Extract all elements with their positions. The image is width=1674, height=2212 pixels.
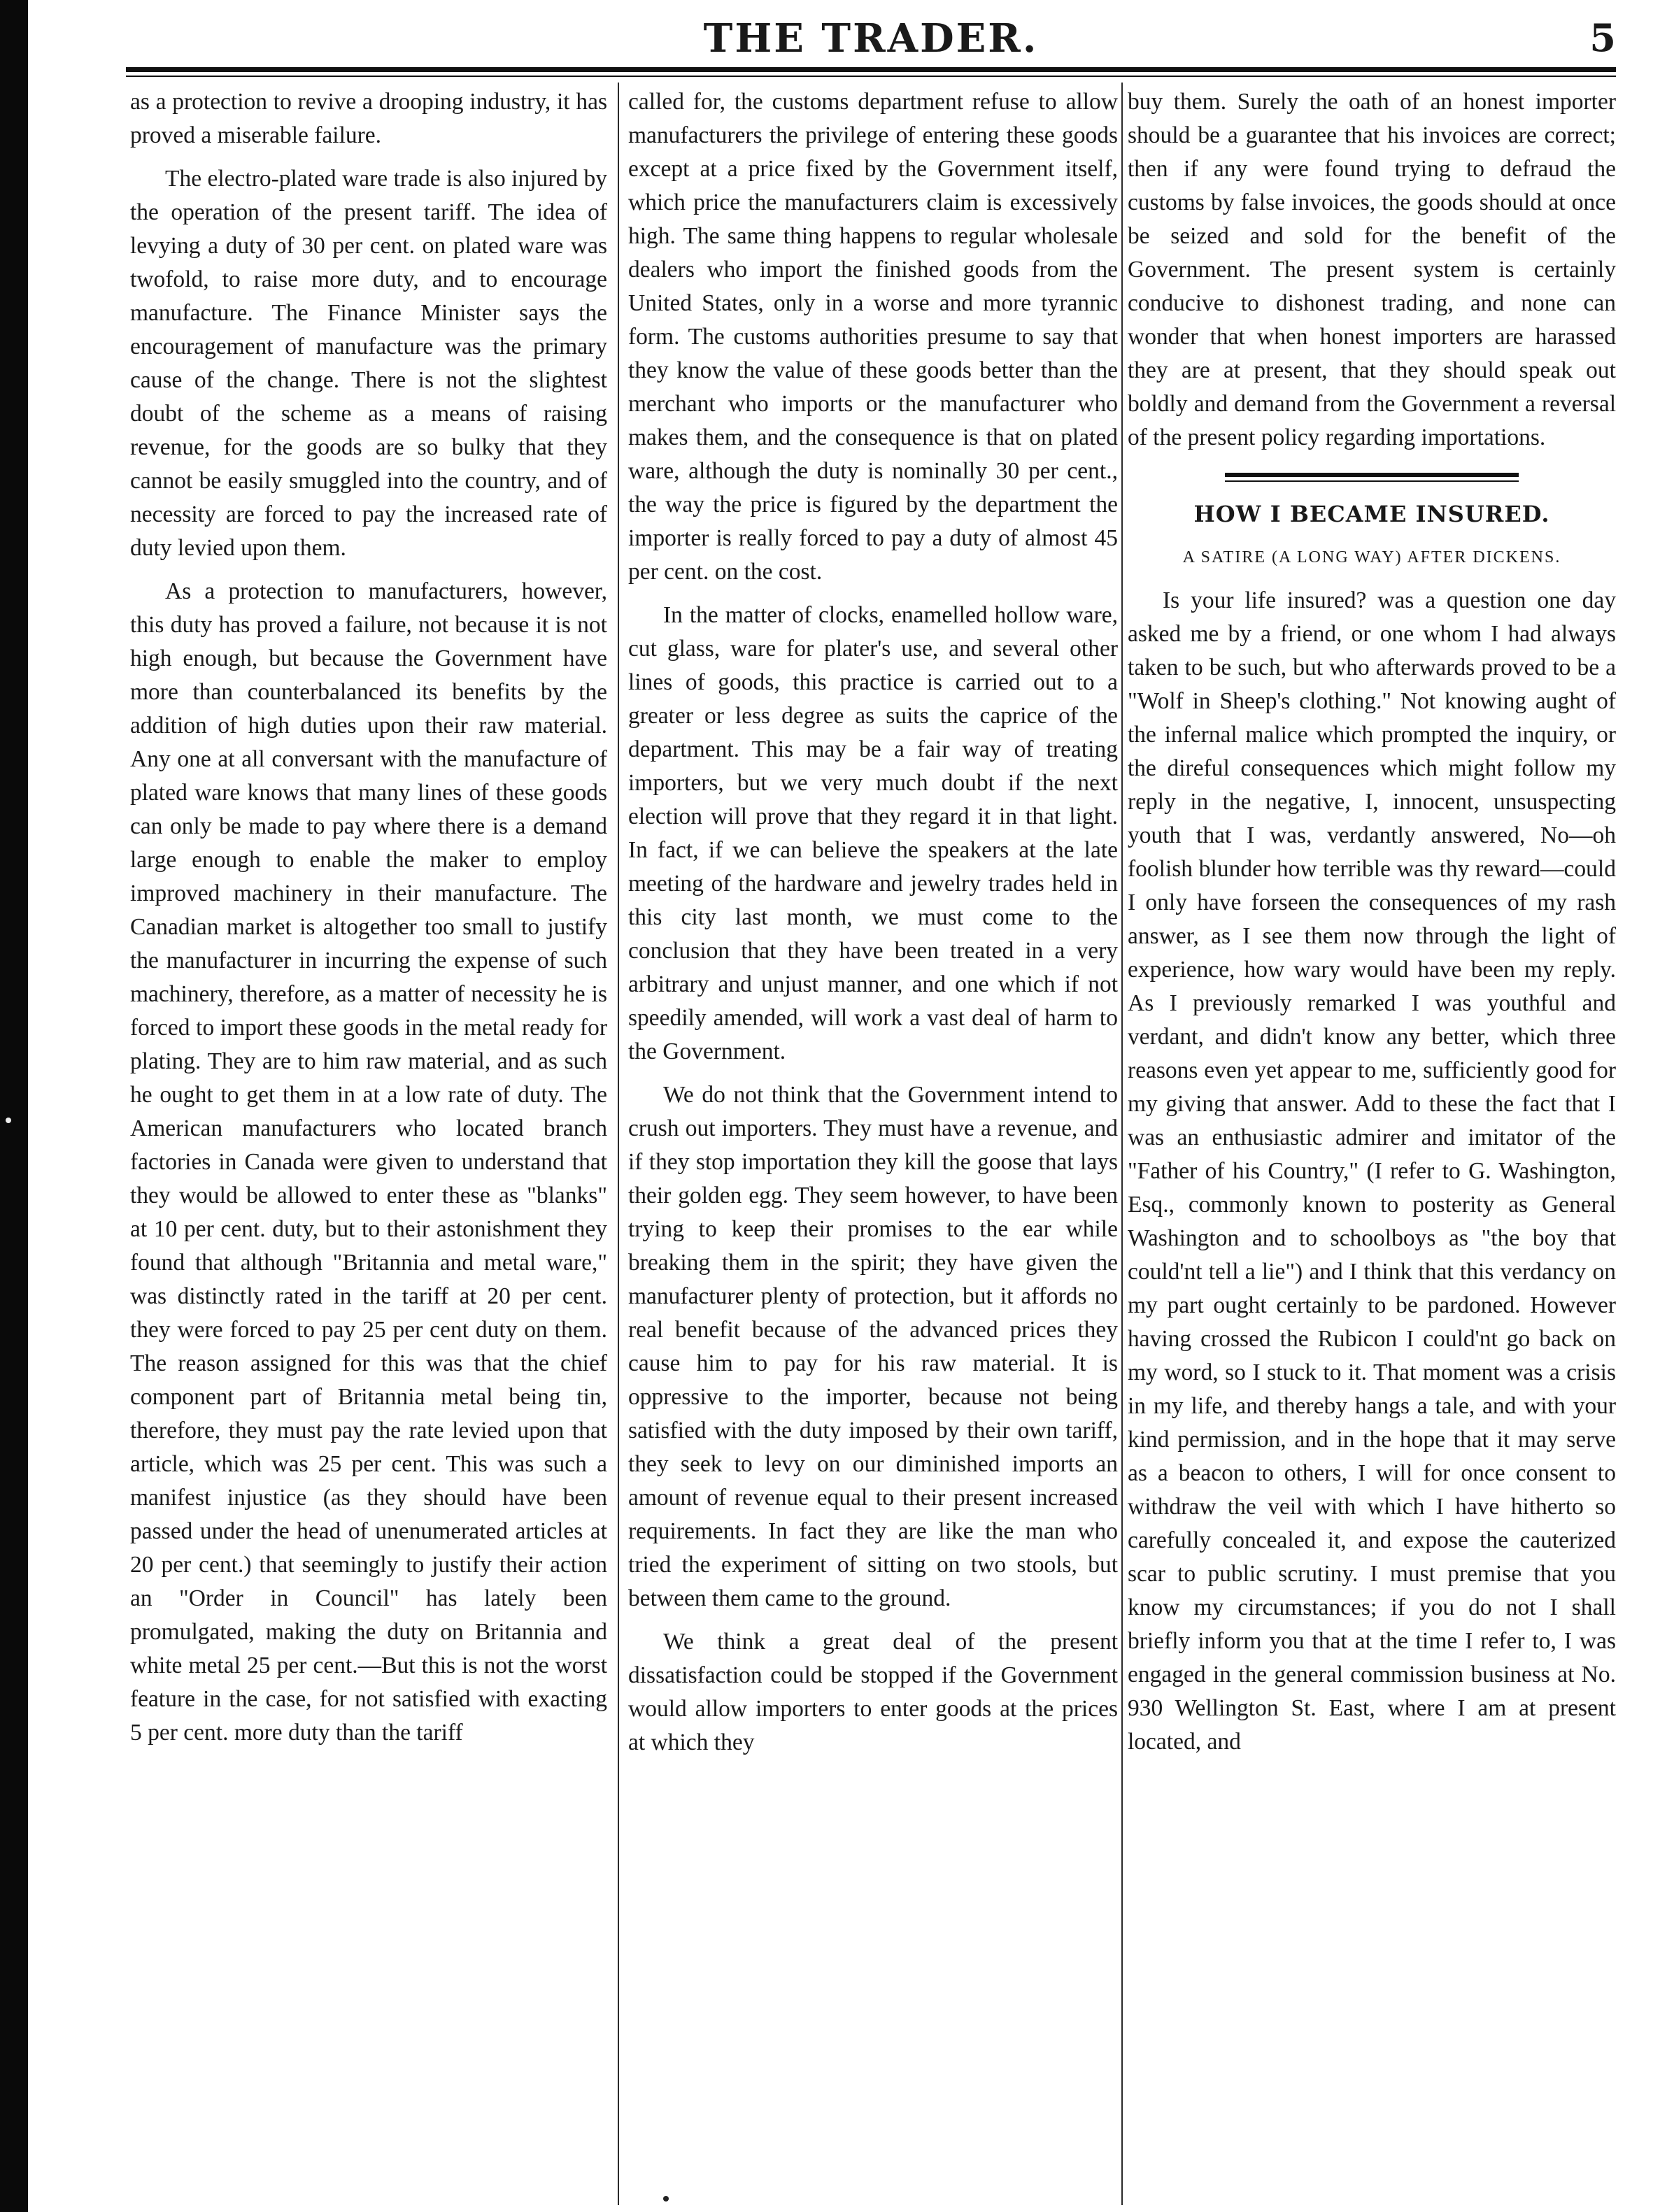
- paragraph: Is your life insured? was a question one day asked me by a friend, or one whom I had always taken to be such, but who afterwards proved to be a "Wolf in Sheep's clothing." Not knowing aught of the infernal malice which prompted the inquiry, or the direful consequences which might follow my reply in the negative, I, innocent, unsuspecting youth that I was, verdantly answered, No—oh foolish blunder how terrible was thy reward—could I only have forseen the consequences of my rash answer, as I see them now through the light of experience, how wary would have been my reply. As I previously remarked I was youthful and verdant, and didn't know any better, which three reasons even yet appear to me, sufficiently good for my giving that answer. Add to these the fact that I was an enthusiastic admirer and imitator of the "Father of his Country," (I refer to G. Washington, Esq., commonly known to posterity as General Washington and to schoolboys as "the boy that could'nt tell a lie") and I think that this verdancy on my part ought certainly to be pardoned. However having crossed the Rubicon I could'nt go back on my word, so I stuck to it. That moment was a crisis in my life, and thereby hangs a tale, and with your kind permission, and in the hope that it may serve as a beacon to others, I will for once consent to withdraw the veil with which I have hitherto so carefully concealed it, and expose the cauterized scar to public scrutiny. I must premise that you know my circumstances; if you do not I shall briefly inform you that at the time I refer to, I was engaged in the general commission business at No. 930 Wellington St. East, where I am at present located, and: [1128, 587, 1616, 1755]
- section-rule-thick: [1225, 473, 1519, 477]
- article-title: HOW I BECAME INSURED.: [1193, 501, 1550, 527]
- page-number: 5: [1589, 15, 1616, 60]
- paragraph: We do not think that the Government intend to crush out importers. They must have a revenue, and if they stop importation they kill the goose that lays their golden egg. They seem however, to have been trying to keep their promises to the ear while breaking them in the spirit; they have given the manufacturer plenty of protection, but it affords no real benefit because of the advanced prices they cause him to pay for his raw material. It is oppressive to the importer, because not being satisfied with the duty imposed by their own tariff, they seek to levy on our diminished imports an amount of revenue equal to their present increased requirements. In fact they are like the man who tried the experiment of sitting on two stools, but between them came to the ground.: [628, 1082, 1118, 1611]
- paragraph: called for, the customs department refuse to allow manufacturers the privilege of entering these goods except at a price fixed by the Government itself, which price the manufacturers claim is excessively high. The same thing happens to regular wholesale dealers who import the finished goods from the United States, only in a worse and more tyrannic form. The customs authorities presume to say that they know the value of these goods better than the merchant who imports or the manufacturer who makes them, and the consequence is that on plated ware, although the duty is nominally 30 per cent., the way the price is figured by the department the importer is really forced to pay a duty of almost 45 per cent. on the cost.: [628, 89, 1118, 585]
- article-subtitle: A SATIRE (A LONG WAY) AFTER DICKENS.: [1182, 548, 1561, 566]
- print-speck: [663, 2196, 669, 2202]
- column-divider: [618, 83, 619, 2205]
- paragraph: As a protection to manufacturers, however, this duty has proved a failure, not because it is not high enough, but because the Government have more than counterbalanced its benefits by the addition of high duties upon their raw material. Any one at all conversant with the manufacture of plated ware knows that many lines of these goods can only be made to pay where there is a demand large enough to enable the maker to employ improved machinery in their manufacture. The Canadian market is altogether too small to justify the manufacturer in incurring the expense of such machinery, therefore, as a matter of necessity he is forced to import these goods in the metal ready for plating. They are to him raw material, and as such he ought to get them in at a low rate of duty. The American manufacturers who located branch factories in Canada were given to understand that they would be allowed to enter these as "blanks" at 10 per cent. duty, but to their astonishment they found that although "Britannia and metal ware," was distinctly rated in the tariff at 20 per cent. they were forced to pay 25 per cent duty on them. The reason assigned for this was that the chief component part of Britannia metal being tin, therefore, they must pay the rate levied upon that article, which was 25 per cent. This was such a manifest injustice (as they should have been passed under the head of unenumerated articles at 20 per cent.) that seemingly to justify their action an "Order in Council" has lately been promulgated, making the duty on Britannia and white metal 25 per cent.—But this is not the worst feature in the case, for not satisfied with exacting 5 per cent. more duty than the tariff: [130, 578, 607, 1746]
- page-edge-shadow: [0, 0, 28, 2212]
- section-rule-thin: [1225, 480, 1519, 482]
- paragraph: as a protection to revive a drooping industry, it has proved a miserable failure.: [130, 89, 607, 148]
- column-3: [1128, 85, 1616, 2197]
- print-speck: [6, 1118, 11, 1123]
- column-1: [130, 85, 607, 2197]
- paragraph: The electro-plated ware trade is also injured by the operation of the present tariff. The idea of levying a duty of 30 per cent. on plated ware was twofold, to raise more duty, and to encourage manufacture. The Finance Minister says the encouragement of manufacture was the primary cause of the change. There is not the slightest doubt of the scheme as a means of raising revenue, for the goods are so bulky that they cannot be easily smuggled into the country, and of necessity are forced to pay the increased rate of duty levied upon them.: [130, 166, 607, 561]
- page-header: [126, 15, 1616, 64]
- paragraph: In the matter of clocks, enamelled hollow ware, cut glass, ware for plater's use, and several other lines of goods, this practice is carried out to a greater or less degree as suits the caprice of the department. This may be a fair way of treating importers, but we very much doubt if the next election will prove that they regard it in that light. In fact, if we can believe the speakers at the late meeting of the hardware and jewelry trades held in this city last month, we must come to the conclusion that they have been treated in a very arbitrary and unjust manner, and one which if not speedily amended, will work a vast deal of harm to the Government.: [628, 602, 1118, 1064]
- masthead: THE TRADER.: [703, 15, 1039, 62]
- column-divider: [1121, 83, 1123, 2205]
- column-2: [628, 85, 1118, 2197]
- paragraph: We think a great deal of the present dissatisfaction could be stopped if the Government would allow importers to enter goods at the prices at which they: [628, 1629, 1118, 1755]
- paragraph: buy them. Surely the oath of an honest importer should be a guarantee that his invoices are correct; then if any were found trying to defraud the customs by false invoices, the goods should at once be seized and sold for the benefit of the Government. The present system is certainly conducive to dishonest trading, and none can wonder that when honest importers are harassed they are at present, that they should speak out boldly and demand from the Government a reversal of the present policy regarding importations.: [1128, 89, 1616, 450]
- header-rule-thick: [126, 67, 1616, 72]
- header-rule-thin: [126, 76, 1616, 77]
